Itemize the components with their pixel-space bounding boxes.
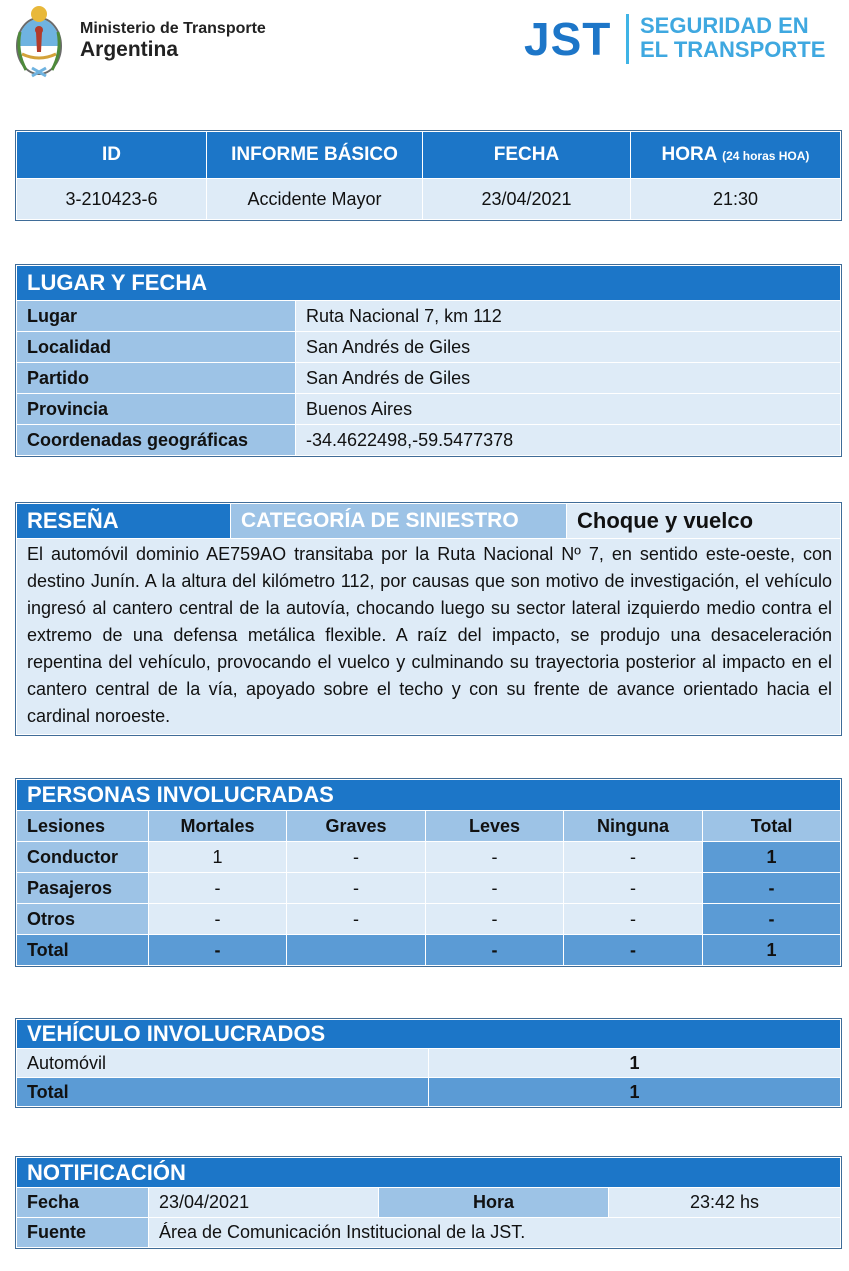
jst-logo-text: JST (524, 13, 612, 65)
table-row (17, 301, 841, 332)
jst-subtitle-line-1: SEGURIDAD EN (640, 13, 809, 38)
table-cell: - (426, 904, 564, 935)
row-label: Conductor (17, 842, 149, 873)
resena-text: El automóvil dominio AE759AO transitaba por la Ruta Nacional Nº 7, en sentido este-oeste, con destino Junín. A la altura del kilómetro 112, por causas que son motivo de investigación, el vehículo ingresó al cantero central de la autovía, chocando luego su sector lateral izquierdo medio contra el extremo de una defensa metálica flexible. A raíz del impacto, se produjo una desaceleración repentina del vehículo, provocando el vuelco y culminando su trayectoria posterior al impacto en el cantero central de la vía, apoyado sobre el techo y con su frente de avance orientado hacia el cardinal noroeste. (17, 539, 841, 735)
row-label: Total (17, 935, 149, 966)
row-value: 1 (429, 1078, 841, 1107)
summary-table (16, 131, 841, 220)
table-header-row (17, 811, 841, 842)
column-header: Graves (287, 811, 426, 842)
row-value: 1 (429, 1049, 841, 1078)
category-value: Choque y vuelco (567, 504, 841, 539)
ministry-line-1: Ministerio de Transporte (80, 20, 266, 37)
jst-logo (522, 12, 842, 68)
fecha-value: 23/04/2021 (149, 1188, 379, 1218)
table-cell: - (564, 935, 703, 966)
table-row (17, 904, 841, 935)
column-header: Lesiones (17, 811, 149, 842)
table-row (17, 394, 841, 425)
personas-table (16, 779, 841, 966)
row-value: Ruta Nacional 7, km 112 (296, 301, 841, 332)
vehiculos-table (16, 1019, 841, 1107)
table-cell: - (149, 935, 287, 966)
hora-header-label: HORA (661, 144, 717, 165)
table-cell: - (287, 873, 426, 904)
category-label: CATEGORÍA DE SINIESTRO (231, 504, 567, 539)
table-cell: - (426, 935, 564, 966)
total-cell: 1 (703, 935, 841, 966)
table-cell: - (149, 873, 287, 904)
jst-logo-divider (626, 14, 629, 64)
table-cell: - (564, 842, 703, 873)
table-row (17, 363, 841, 394)
notificacion-title: NOTIFICACIÓN (17, 1158, 841, 1188)
row-label: Localidad (17, 332, 296, 363)
table-cell: - (564, 873, 703, 904)
jst-subtitle-line-2: EL TRANSPORTE (640, 36, 826, 62)
total-cell: - (703, 873, 841, 904)
row-label: Partido (17, 363, 296, 394)
table-row (17, 1188, 841, 1218)
table-cell: - (287, 842, 426, 873)
informe-header: INFORME BÁSICO (207, 132, 423, 179)
hora-value: 21:30 (631, 179, 841, 220)
row-label: Otros (17, 904, 149, 935)
row-value: San Andrés de Giles (296, 332, 841, 363)
fuente-label: Fuente (17, 1218, 149, 1248)
row-value: San Andrés de Giles (296, 363, 841, 394)
ministry-line-2: Argentina (80, 38, 179, 62)
fecha-label: Fecha (17, 1188, 149, 1218)
row-label: Total (17, 1078, 429, 1107)
personas-title: PERSONAS INVOLUCRADAS (17, 780, 841, 811)
argentina-coat-of-arms-icon (12, 2, 66, 82)
column-header: Ninguna (564, 811, 703, 842)
resena-title: RESEÑA (17, 504, 231, 539)
table-row (17, 873, 841, 904)
row-value: Buenos Aires (296, 394, 841, 425)
fecha-header: FECHA (423, 132, 631, 179)
id-header: ID (17, 132, 207, 179)
total-row (17, 935, 841, 966)
column-header: Total (703, 811, 841, 842)
column-header: Mortales (149, 811, 287, 842)
row-label: Pasajeros (17, 873, 149, 904)
informe-value: Accidente Mayor (207, 179, 423, 220)
table-row (17, 425, 841, 456)
lugar-fecha-title: LUGAR Y FECHA (17, 266, 841, 301)
table-cell: 1 (149, 842, 287, 873)
hora-header (631, 132, 841, 179)
lugar-fecha-table (16, 265, 841, 456)
hora-header-note: (24 horas HOA) (722, 149, 810, 163)
total-row (17, 1078, 841, 1107)
table-row (17, 332, 841, 363)
row-label: Lugar (17, 301, 296, 332)
row-label: Provincia (17, 394, 296, 425)
table-cell (287, 935, 426, 966)
table-row (17, 1218, 841, 1248)
page-header (0, 0, 849, 90)
fuente-value: Área de Comunicación Institucional de la JST. (149, 1218, 841, 1248)
table-cell: - (149, 904, 287, 935)
table-cell: - (426, 842, 564, 873)
row-label: Coordenadas geográficas (17, 425, 296, 456)
table-row (17, 1049, 841, 1078)
id-value: 3-210423-6 (17, 179, 207, 220)
table-row (17, 842, 841, 873)
row-label: Automóvil (17, 1049, 429, 1078)
jst-logo-subtitle (640, 14, 825, 62)
hora-value: 23:42 hs (609, 1188, 841, 1218)
hora-label: Hora (379, 1188, 609, 1218)
column-header: Leves (426, 811, 564, 842)
table-cell: - (287, 904, 426, 935)
vehiculos-title: VEHÍCULO INVOLUCRADOS (17, 1020, 841, 1049)
table-cell: - (564, 904, 703, 935)
table-cell: - (426, 873, 564, 904)
resena-table (16, 503, 841, 735)
total-cell: 1 (703, 842, 841, 873)
ministry-name (80, 20, 266, 63)
row-value: -34.4622498,-59.5477378 (296, 425, 841, 456)
notificacion-table (16, 1157, 841, 1248)
total-cell: - (703, 904, 841, 935)
fecha-value: 23/04/2021 (423, 179, 631, 220)
